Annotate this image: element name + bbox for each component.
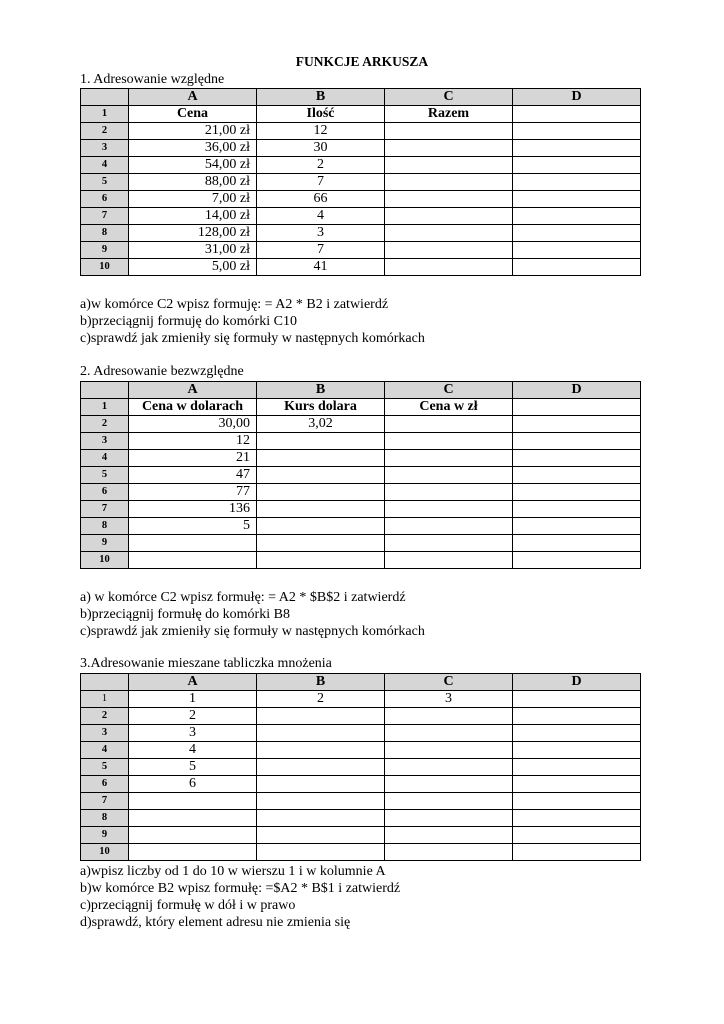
cell-a1: Cena: [129, 106, 257, 123]
cell-b: [257, 759, 385, 776]
row-number: 4: [81, 450, 129, 467]
section-1-title: 1. Adresowanie względne: [80, 72, 225, 87]
row-number: 5: [81, 174, 129, 191]
row-number: 2: [81, 416, 129, 433]
cell-c: [385, 259, 513, 276]
table-row: [81, 123, 641, 140]
instruction-line: d)sprawdź, który element adresu nie zmienia się: [80, 915, 351, 930]
row-number: 1: [81, 399, 129, 416]
row-number: 5: [81, 759, 129, 776]
cell-b1: Kurs dolara: [257, 399, 385, 416]
cell-c: [385, 793, 513, 810]
cell-a: 12: [129, 433, 257, 450]
instruction-line: a) w komórce C2 wpisz formułę: = A2 * $B$2 i zatwierdź: [80, 590, 406, 605]
cell-c: [385, 708, 513, 725]
cell-b: 66: [257, 191, 385, 208]
table-row: [81, 793, 641, 810]
cell-d: [513, 810, 641, 827]
instruction-line: b)w komórce B2 wpisz formułę: =$A2 * B$1 i zatwierdź: [80, 881, 401, 896]
cell-d: [513, 552, 641, 569]
table-row: [81, 518, 641, 535]
column-header-a: A: [129, 674, 257, 691]
cell-b: 30: [257, 140, 385, 157]
cell-d1: [513, 106, 641, 123]
cell-b: [257, 484, 385, 501]
table-row: [81, 450, 641, 467]
table-row: [81, 501, 641, 518]
cell-c: [385, 552, 513, 569]
cell-c: [385, 191, 513, 208]
sheet-mixed-addressing: [80, 673, 641, 861]
section-2-instructions: [80, 589, 425, 640]
row-number: 7: [81, 208, 129, 225]
cell-a: 5,00 zł: [129, 259, 257, 276]
cell-b: [257, 518, 385, 535]
instruction-line: c)przeciągnij formułę w dół i w prawo: [80, 898, 296, 913]
cell-a: 5: [129, 759, 257, 776]
cell-a: 54,00 zł: [129, 157, 257, 174]
cell-c: 3: [385, 691, 513, 708]
row-number: 10: [81, 552, 129, 569]
row-number: 5: [81, 467, 129, 484]
row-number: 9: [81, 827, 129, 844]
table-row: [81, 140, 641, 157]
cell-d: [513, 827, 641, 844]
cell-b: [257, 467, 385, 484]
cell-b: 3,02: [257, 416, 385, 433]
cell-a: [129, 535, 257, 552]
row-number: 4: [81, 742, 129, 759]
instruction-line: c)sprawdź jak zmieniły się formuły w następnych komórkach: [80, 331, 425, 346]
cell-a: 31,00 zł: [129, 242, 257, 259]
cell-b: 2: [257, 157, 385, 174]
cell-b: [257, 725, 385, 742]
cell-a: [129, 552, 257, 569]
cell-c: [385, 416, 513, 433]
table-row: [81, 259, 641, 276]
cell-a: 21,00 zł: [129, 123, 257, 140]
sheet-absolute-addressing: [80, 381, 641, 569]
cell-d: [513, 535, 641, 552]
cell-d: [513, 140, 641, 157]
section-1-instructions: [80, 296, 425, 347]
cell-a: 2: [129, 708, 257, 725]
column-header-b: B: [257, 89, 385, 106]
cell-b: [257, 535, 385, 552]
table-row: [81, 399, 641, 416]
table-row: [81, 416, 641, 433]
cell-d: [513, 259, 641, 276]
section-3-title: 3.Adresowanie mieszane tabliczka mnożenia: [80, 656, 332, 671]
instruction-line: c)sprawdź jak zmieniły się formuły w następnych komórkach: [80, 624, 425, 639]
cell-d: [513, 725, 641, 742]
row-number: 8: [81, 518, 129, 535]
cell-a: [129, 827, 257, 844]
cell-a: 77: [129, 484, 257, 501]
cell-a: [129, 793, 257, 810]
cell-c: [385, 433, 513, 450]
row-number: 6: [81, 776, 129, 793]
column-header-d: D: [513, 674, 641, 691]
section-3-instructions: [80, 863, 400, 931]
cell-b: 7: [257, 242, 385, 259]
cell-b: [257, 793, 385, 810]
cell-d: [513, 433, 641, 450]
cell-b: 12: [257, 123, 385, 140]
cell-b: 4: [257, 208, 385, 225]
cell-a: 36,00 zł: [129, 140, 257, 157]
cell-c: [385, 225, 513, 242]
row-number: 10: [81, 844, 129, 861]
cell-c: [385, 742, 513, 759]
row-number: 1: [81, 106, 129, 123]
column-header-c: C: [385, 382, 513, 399]
corner-cell: [81, 382, 129, 399]
cell-c: [385, 157, 513, 174]
cell-a: 30,00: [129, 416, 257, 433]
cell-b: 41: [257, 259, 385, 276]
column-header-c: C: [385, 89, 513, 106]
cell-d: [513, 242, 641, 259]
cell-c1: Razem: [385, 106, 513, 123]
table-row: [81, 827, 641, 844]
table-row: [81, 725, 641, 742]
column-header-a: A: [129, 89, 257, 106]
cell-b1: Ilość: [257, 106, 385, 123]
row-number: 10: [81, 259, 129, 276]
table-row: [81, 467, 641, 484]
row-number: 3: [81, 433, 129, 450]
row-number: 2: [81, 123, 129, 140]
cell-c: [385, 467, 513, 484]
table-row: [81, 191, 641, 208]
column-header-d: D: [513, 382, 641, 399]
instruction-line: b)przeciągnij formuję do komórki C10: [80, 314, 297, 329]
cell-c: [385, 140, 513, 157]
table-row: [81, 106, 641, 123]
page-title: FUNKCJE ARKUSZA: [295, 54, 429, 69]
row-number: 3: [81, 725, 129, 742]
table-row: [81, 484, 641, 501]
row-number: 6: [81, 484, 129, 501]
table-row: [81, 242, 641, 259]
cell-a: [129, 810, 257, 827]
cell-c: [385, 810, 513, 827]
column-header-row: [81, 674, 641, 691]
cell-c: [385, 776, 513, 793]
cell-d: [513, 844, 641, 861]
cell-c: [385, 725, 513, 742]
column-header-a: A: [129, 382, 257, 399]
column-header-c: C: [385, 674, 513, 691]
instruction-line: a)wpisz liczby od 1 do 10 w wierszu 1 i w kolumnie A: [80, 864, 386, 879]
column-header-row: [81, 89, 641, 106]
cell-a: 7,00 zł: [129, 191, 257, 208]
cell-b: [257, 810, 385, 827]
cell-a: 4: [129, 742, 257, 759]
cell-d: [513, 467, 641, 484]
cell-a: 5: [129, 518, 257, 535]
table-row: [81, 174, 641, 191]
row-number: 8: [81, 810, 129, 827]
cell-b: [257, 708, 385, 725]
cell-c: [385, 208, 513, 225]
table-row: [81, 759, 641, 776]
cell-d: [513, 691, 641, 708]
cell-a1: Cena w dolarach: [129, 399, 257, 416]
cell-d: [513, 518, 641, 535]
cell-a: 1: [129, 691, 257, 708]
column-header-b: B: [257, 382, 385, 399]
cell-c: [385, 174, 513, 191]
table-row: [81, 708, 641, 725]
cell-d: [513, 501, 641, 518]
row-number: 3: [81, 140, 129, 157]
cell-a: 21: [129, 450, 257, 467]
cell-c: [385, 844, 513, 861]
cell-c: [385, 501, 513, 518]
cell-c: [385, 759, 513, 776]
cell-d: [513, 123, 641, 140]
cell-d: [513, 225, 641, 242]
row-number: 7: [81, 501, 129, 518]
cell-d: [513, 416, 641, 433]
cell-a: 6: [129, 776, 257, 793]
cell-d: [513, 174, 641, 191]
table-row: [81, 776, 641, 793]
row-number: 6: [81, 191, 129, 208]
cell-b: [257, 552, 385, 569]
cell-b: [257, 827, 385, 844]
row-number: 2: [81, 708, 129, 725]
cell-d: [513, 208, 641, 225]
sheet-relative-addressing: [80, 88, 641, 276]
cell-c: [385, 484, 513, 501]
table-row: [81, 208, 641, 225]
cell-d: [513, 157, 641, 174]
cell-a: 136: [129, 501, 257, 518]
row-number: 1: [81, 691, 129, 708]
cell-c: [385, 242, 513, 259]
table-row: [81, 810, 641, 827]
cell-a: 88,00 zł: [129, 174, 257, 191]
cell-c: [385, 518, 513, 535]
column-header-row: [81, 382, 641, 399]
corner-cell: [81, 674, 129, 691]
table-row: [81, 691, 641, 708]
cell-b: 7: [257, 174, 385, 191]
instruction-line: b)przeciągnij formułę do komórki B8: [80, 607, 290, 622]
cell-b: [257, 501, 385, 518]
cell-a: 14,00 zł: [129, 208, 257, 225]
table-row: [81, 844, 641, 861]
cell-b: [257, 450, 385, 467]
row-number: 4: [81, 157, 129, 174]
table-row: [81, 535, 641, 552]
row-number: 9: [81, 535, 129, 552]
cell-d: [513, 708, 641, 725]
cell-a: 47: [129, 467, 257, 484]
cell-c: [385, 123, 513, 140]
cell-b: 3: [257, 225, 385, 242]
row-number: 9: [81, 242, 129, 259]
cell-d: [513, 793, 641, 810]
cell-b: 2: [257, 691, 385, 708]
cell-d1: [513, 399, 641, 416]
table-row: [81, 225, 641, 242]
table-row: [81, 552, 641, 569]
cell-b: [257, 776, 385, 793]
cell-d: [513, 484, 641, 501]
cell-d: [513, 759, 641, 776]
cell-a: 128,00 zł: [129, 225, 257, 242]
cell-c: [385, 827, 513, 844]
cell-b: [257, 742, 385, 759]
row-number: 8: [81, 225, 129, 242]
cell-c: [385, 450, 513, 467]
column-header-d: D: [513, 89, 641, 106]
cell-b: [257, 433, 385, 450]
cell-b: [257, 844, 385, 861]
cell-d: [513, 450, 641, 467]
cell-c: [385, 535, 513, 552]
instruction-line: a)w komórce C2 wpisz formuję: = A2 * B2 i zatwierdź: [80, 297, 389, 312]
cell-d: [513, 776, 641, 793]
column-header-b: B: [257, 674, 385, 691]
section-2-title: 2. Adresowanie bezwzględne: [80, 364, 244, 379]
cell-d: [513, 742, 641, 759]
table-row: [81, 742, 641, 759]
cell-a: [129, 844, 257, 861]
cell-d: [513, 191, 641, 208]
cell-c1: Cena w zł: [385, 399, 513, 416]
row-number: 7: [81, 793, 129, 810]
table-row: [81, 157, 641, 174]
cell-a: 3: [129, 725, 257, 742]
corner-cell: [81, 89, 129, 106]
table-row: [81, 433, 641, 450]
